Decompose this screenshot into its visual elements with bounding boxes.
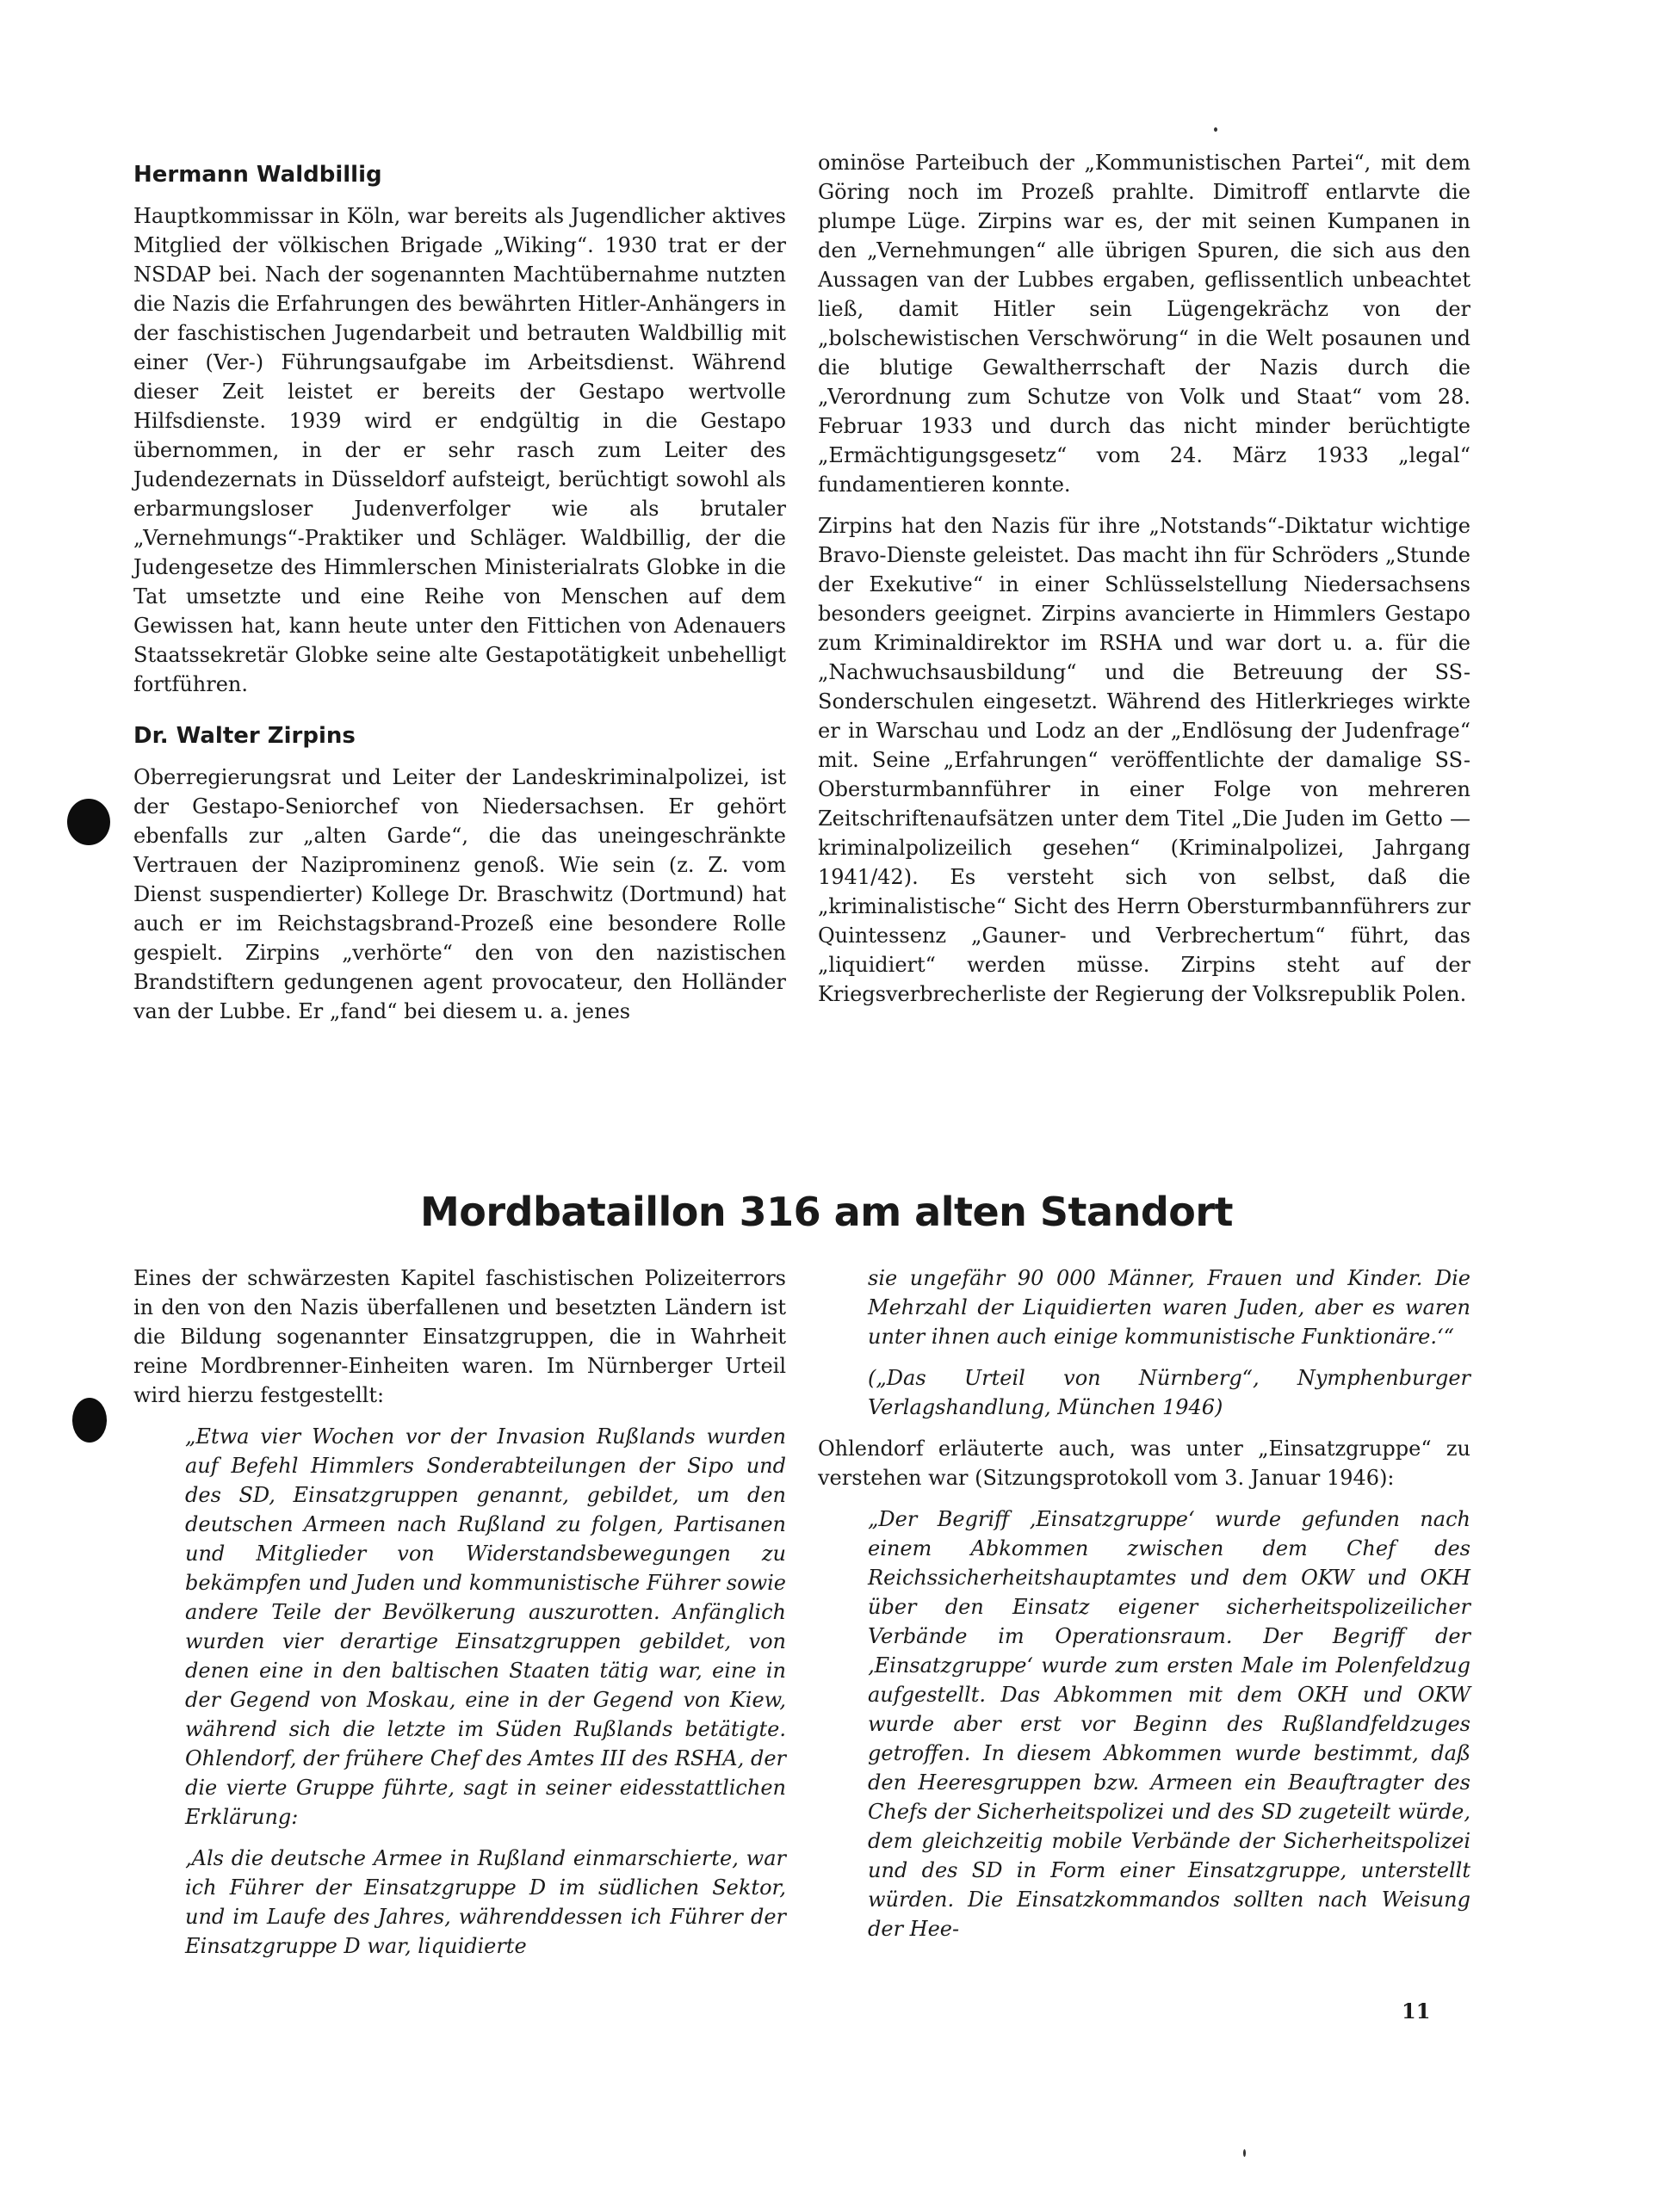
quote-nuremberg-judgment: „Etwa vier Wochen vor der Invasion Rußlands wurden auf Befehl Himmlers Sonderabteilungen der Sipo und des SD, Einsatzgruppen genannt, gebildet, um den deutschen Armeen nach Rußland zu folgen, Partisanen und Mitglieder von Widerstandsbewegungen zu bekämpfen und Juden und kommunistische Führer sowie andere Teile der Bevölkerung auszurotten. Anfänglich wurden vier derartige Einsatzgruppen gebildet, von denen eine in den baltischen Staaten tätig war, eine in der Gegend von Moskau, eine in der Gegend von Kiew, während sich die letzte im Süden Rußlands betätigte. Ohlendorf, der frühere Chef des Amtes III des RSHA, der die vierte Gruppe führte, sagt in seiner eidesstattlichen Erklärung: — [185, 1424, 786, 1829]
section-body-zirpins-continued-1: ominöse Parteibuch der „Kommunistischen Partei“, mit dem Göring noch im Prozeß prahlte. Dimitroff entlarvte die plumpe Lüge. Zirpins war es, der mit seinen Kumpanen in den „Vernehmungen“ alle übrigen Spuren, die sich aus den Aussagen van der Lubbes ergaben, geflissentlich unbeachtet ließ, damit Hitler sein Lügengekrächz von der „bolschewistischen Verschwörung“ in die Welt posaunen und die blutige Gewaltherrschaft der Nazis durch die „Verordnung zum Schutze von Volk und Staat“ vom 28. Februar 1933 und durch das nicht minder berüchtigte „Ermächtigungsgesetz“ vom 24. März 1933 „legal“ fundamentieren konnte. — [818, 151, 1470, 497]
paper-speck — [1243, 2149, 1246, 2157]
section-body-zirpins-continued-2: Zirpins hat den Nazis für ihre „Notstands“-Diktatur wichtige Bravo-Dienste geleistet. Das macht ihn für Schröders „Stunde der Exekutive“ in einer Schlüsselstellung Niedersachsens besonders geeignet. Zirpins avancierte in Himmlers Gestapo zum Kriminaldirektor im RSHA und war dort u. a. für die „Nachwuchsausbildung“ und die Betreuung der SS-Sonderschulen eingesetzt. Während des Hitlerkrieges wirkte er in Warschau und Lodz an der „Endlösung der Judenfrage“ mit. Seine „Erfahrungen“ veröffentlichte der damalige SS-Obersturmbannführer in einer Folge von mehreren Zeitschriftenaufsätzen unter dem Titel „Die Juden im Getto — kriminalpolizeilich gesehen“ (Kriminalpolizei, Jahrgang 1941/42). Es versteht sich von selbst, daß die „kriminalistische“ Sicht des Herrn Obersturmbannführers zur Quintessenz „Gauner- und Verbrechertum“ führt, das „liquidiert“ werden müsse. Zirpins steht auf der Kriegsverbrecherliste der Regierung der Volksrepublik Polen. — [818, 514, 1470, 1006]
quote-citation: („Das Urteil von Nürnberg“, Nymphenburger Verlagshandlung, München 1946) — [868, 1366, 1470, 1419]
section-body-waldbillig: Hauptkommissar in Köln, war bereits als Jugendlicher aktives Mitglied der völkischen Brigade „Wiking“. 1930 trat er der NSDAP bei. Nach der sogenannten Machtübernahme nutzten die Nazis die Erfahrungen des bewährten Hitler-Anhängers in der faschistischen Jugendarbeit und betrauten Waldbillig mit einer (Ver-) Führungsaufgabe im Arbeitsdienst. Während dieser Zeit leistet er bereits der Gestapo wertvolle Hilfsdienste. 1939 wird er endgültig in die Gestapo übernommen, in der er sehr rasch zum Leiter des Judendezernats in Düsseldorf aufsteigt, berüchtigt sowohl als erbarmungsloser Judenverfolger wie als brutaler „Vernehmungs“-Praktiker und Schläger. Waldbillig, der die Judengesetze des Himmlerschen Ministerialrats Globke in die Tat umsetzte und eine Reihe von Menschen auf dem Gewissen hat, kann heute unter den Fittichen von Adenauers Staatssekretär Globke seine alte Gestapotätigkeit unbehelligt fortführen. — [133, 204, 786, 696]
column-top-left — [133, 160, 786, 1038]
page-number: 11 — [1402, 1999, 1431, 2024]
column-bottom-right — [818, 1264, 1470, 1956]
column-top-right — [818, 148, 1470, 1021]
section-heading-zirpins: Dr. Walter Zirpins — [133, 723, 356, 749]
punch-hole-lower — [72, 1398, 107, 1443]
section-heading-waldbillig: Hermann Waldbillig — [133, 162, 382, 188]
paper-speck — [1214, 127, 1217, 132]
article-intro: Eines der schwärzesten Kapitel faschistischen Polizeiterrors in den von den Nazis überfallenen und besetzten Ländern ist die Bildung sogenannter Einsatzgruppen, die in Wahrheit reine Mordbrenner-Einheiten waren. Im Nürnberger Urteil wird hierzu festgestellt: — [133, 1266, 786, 1407]
quote-ohlendorf-protocol: „Der Begriff ‚Einsatzgruppe‘ wurde gefunden nach einem Abkommen zwischen dem Chef des Reichssicherheitshauptamtes und dem OKW und OKH über den Einsatz eigener sicherheitspolizeilicher Verbände im Operationsraum. Der Begriff der ‚Einsatzgruppe‘ wurde zum ersten Male im Polenfeldzug aufgestellt. Das Abkommen mit dem OKH und OKW wurde aber erst vor Beginn des Rußlandfeldzuges getroffen. In diesem Abkommen wurde bestimmt, daß den Heeresgruppen bzw. Armeen ein Beauftragter des Chefs der Sicherheitspolizei und des SD zugeteilt würde, dem gleichzeitig mobile Verbände der Sicherheitspolizei und des SD in Form einer Einsatzgruppe, unterstellt würden. Die Einsatzkommandos sollten nach Weisung der Hee- — [868, 1507, 1470, 1941]
quote-ohlendorf-affidavit-continued: sie ungefähr 90 000 Männer, Frauen und Kinder. Die Mehrzahl der Liquidierten waren Juden, aber es waren unter ihnen auch einige kommunistische Funktionäre.‘“ — [868, 1266, 1470, 1349]
punch-hole-upper — [67, 799, 110, 845]
quote-ohlendorf-affidavit: ‚Als die deutsche Armee in Rußland einmarschierte, war ich Führer der Einsatzgruppe D im südlichen Sektor, und im Laufe des Jahres, währenddessen ich Führer der Einsatzgruppe D war, liquidierte — [185, 1846, 786, 1958]
article-title: Mordbataillon 316 am alten Standort — [419, 1189, 1234, 1235]
section-body-zirpins: Oberregierungsrat und Leiter der Landeskriminalpolizei, ist der Gestapo-Seniorchef von Niedersachsen. Er gehört ebenfalls zur „alten Garde“, die das uneingeschränkte Vertrauen der Naziprominenz genoß. Wie sein (z. Z. vom Dienst suspendierter) Kollege Dr. Braschwitz (Dortmund) hat auch er im Reichstagsbrand-Prozeß eine besondere Rolle gespielt. Zirpins „verhörte“ den von den nazistischen Brandstiftern gedungenen agent provocateur, den Holländer van der Lubbe. Er „fand“ bei diesem u. a. jenes — [133, 765, 786, 1023]
article-transition: Ohlendorf erläuterte auch, was unter „Einsatzgruppe“ zu verstehen war (Sitzungsprotokoll vom 3. Januar 1946): — [818, 1437, 1470, 1490]
column-bottom-left — [133, 1264, 786, 1973]
